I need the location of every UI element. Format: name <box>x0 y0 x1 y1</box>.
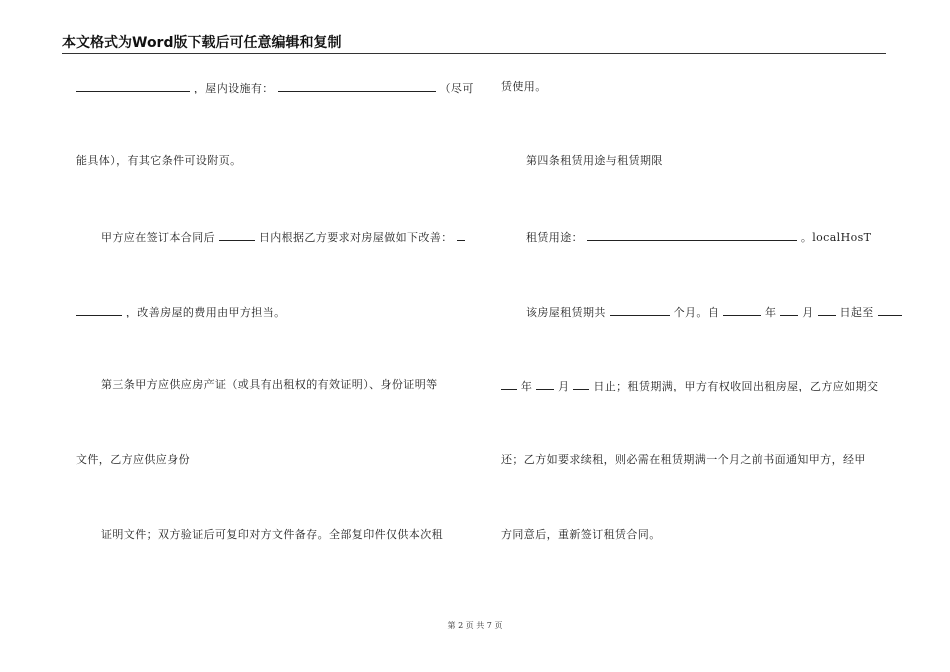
right-line-5 <box>501 378 878 392</box>
left-line-6: 文件，乙方应供应身份 <box>76 453 190 466</box>
page-number: 第 2 页 共 7 页 <box>447 621 503 630</box>
blank-field <box>610 304 670 316</box>
right-line-2: 第四条租赁用途与租赁期限 <box>526 154 663 167</box>
blank-field <box>76 80 190 92</box>
right-line-6: 还；乙方如要求续租，则必需在租赁期满一个月之前书面通知甲方，经甲 <box>501 453 866 466</box>
blank-field <box>818 304 836 316</box>
left-line-1-text2: （尽可 <box>439 82 474 94</box>
blank-field <box>878 304 902 316</box>
blank-field <box>457 229 465 241</box>
blank-field <box>723 304 761 316</box>
left-line-4-text: ，改善房屋的费用由甲方担当。 <box>125 306 286 318</box>
left-line-1 <box>76 80 474 94</box>
left-line-7: 证明文件；双方验证后可复印对方文件备存。全部复印件仅供本次租 <box>101 528 443 541</box>
right-line-5-text2: 月 <box>558 380 570 392</box>
blank-field <box>536 378 554 390</box>
right-line-1: 赁使用。 <box>501 80 547 93</box>
blank-field <box>219 229 255 241</box>
left-line-2: 能具体），有其它条件可设附页。 <box>76 154 242 167</box>
right-line-4-text4: 月 <box>802 306 814 318</box>
right-line-3 <box>526 229 871 243</box>
left-line-3-text2: 日内根据乙方要求对房屋做如下改善： <box>258 231 453 243</box>
header-divider <box>62 53 886 54</box>
blank-field <box>780 304 798 316</box>
right-line-7: 方同意后，重新签订租赁合同。 <box>501 528 661 541</box>
right-line-4 <box>526 304 902 318</box>
right-line-3-text2: 。localHosT <box>800 231 872 243</box>
blank-field <box>573 378 589 390</box>
left-line-5: 第三条甲方应供应房产证（或具有出租权的有效证明）、身份证明等 <box>101 378 438 391</box>
right-line-5-text1: 年 <box>520 380 533 392</box>
right-line-4-text1: 该房屋租赁期共 <box>526 306 606 318</box>
right-line-4-text5: 日起至 <box>839 306 874 318</box>
right-line-5-text3: 日止；租赁期满，甲方有权收回出租房屋，乙方应如期交 <box>593 380 879 392</box>
right-line-4-text2: 个月。自 <box>673 306 720 318</box>
blank-field <box>76 304 122 316</box>
left-line-1-text1: ，屋内设施有： <box>193 82 274 94</box>
right-line-4-text3: 年 <box>765 306 777 318</box>
left-line-3 <box>101 229 465 243</box>
document-header: 本文格式为Word版下载后可任意编辑和复制 <box>62 35 342 51</box>
blank-field <box>501 378 517 390</box>
left-line-4 <box>76 304 286 318</box>
blank-field <box>587 229 797 241</box>
blank-field <box>278 80 436 92</box>
left-line-3-text1: 甲方应在签订本合同后 <box>101 231 215 243</box>
right-line-3-text1: 租赁用途： <box>526 231 583 243</box>
